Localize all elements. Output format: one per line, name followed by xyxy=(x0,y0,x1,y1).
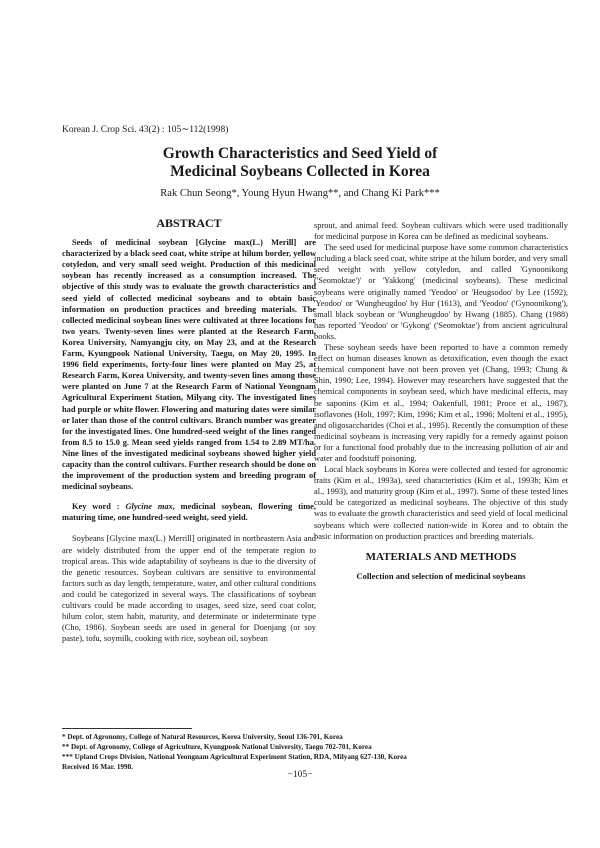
footnote-2: ** Dept. of Agronomy, College of Agriculture, Kyungpook National University, Taegu 702-701, Korea xyxy=(62,743,372,751)
intro-paragraph-1: Soybeans [Glycine max(L.) Merrill] originated in northeastern Asia and are widely distributed from the upper end of the temperate region to tropical areas. This wide adaptability of soybeans is due to the diversity of the genetic resources. Soybean cultivars are sensitive to environmental factors such as day length, temperature, water, and other cultural conditions and could be categorized in several ways. The classifications of soybean cultivars could be made according to usages, seed size, seed coat color, hilum color, stem habit, maturity, and determinate or indeterminate type (Cho, 1986). Soybean seeds are used in general for Doenjang (or soy paste), tofu, soymilk, cooking with rice, soybean oil, soybean xyxy=(62,534,316,644)
journal-citation: Korean J. Crop Sci. 43(2) : 105∼112(1998) xyxy=(62,125,229,135)
introduction-left xyxy=(62,533,316,644)
intro-paragraph-4: Local black soybeans in Korea were collected and tested for agronomic traits (Kim et al., 1993a), seed characteristics (Kim et al., 1993b; Kim et al., 1993), and maturity group (Kim et al., 1997). Some of these tested lines could be categorized as medicinal soybeans. The objective of this study was to evaluate the growth characteristics and seed yield of local medicinal soybeans which were collected nation-wide in Korea and to obtain the basic information on production practices and breeding materials. xyxy=(314,465,568,541)
title-line-2: Medicinal Soybeans Collected in Korea xyxy=(170,163,430,180)
abstract-section xyxy=(62,237,316,523)
subsection-heading: Collection and selection of medicinal soybeans xyxy=(356,570,526,581)
author-list: Rak Chun Seong*, Young Hyun Hwang**, and Chang Ki Park*** xyxy=(160,188,440,199)
left-column xyxy=(62,218,316,644)
abstract-heading: ABSTRACT xyxy=(156,216,222,230)
page-number: −105− xyxy=(287,770,313,780)
keyword-list: , medicinal soybean, flowering time, maturing time, one hundred-seed weight, seed yield. xyxy=(62,502,316,523)
keyword-species: Glycine max xyxy=(125,502,173,512)
keyword-label: Key word : xyxy=(72,502,120,512)
footnote-1: * Dept. of Agronomy, College of Natural Resources, Korea University, Seoul 136-701, Korea xyxy=(62,733,343,741)
title-line-1: Growth Characteristics and Seed Yield of xyxy=(162,145,438,162)
intro-paragraph-2: The seed used for medicinal purpose have some common characteristics including a black seed coat, white stripe at the hilum border, and very small seed weight with yellow cotyledon, and called 'Gynoonikong ('Seomoktae')' or 'Yakkong' (medicinal soybeans). These medicinal soybeans were originally named 'Yeodoo' or 'Heugsodoo' by Lee (1592), 'Yeodoo' or 'Wungheugdoo' by Hur (1613), and 'Yeodoo' ('Gynoonikong'), small black soybean or 'Wungheugdoo' by Hwang (1885). Chang (1988) has reported 'Yeodoo' or 'Gykong' ('Seomoktae') from ancient agricultural books. xyxy=(314,243,568,341)
methods-heading: MATERIALS AND METHODS xyxy=(365,550,517,563)
footnote-3: *** Upland Crops Division, National Yeongnam Agricultural Experiment Station, RDA, Milyang 627-130, Korea xyxy=(62,753,407,761)
right-column xyxy=(314,220,568,582)
intro-paragraph-3: These soybean seeds have been reported to have a common remedy effect on human diseases known as detoxification, even though the exact chemical component have not been proven yet (Chang, 1993; Chung & Shin, 1990; Lee, 1994). However may researchers have suggested that the chemical components in soybean seed, which have medicinal effects, may be saponins (Kim et al., 1994; Oakenfull, 1981; Proce et al., 1987), isoflavones (Holt, 1997; Kim, 1996; Kim et al., 1996; Molteni et al., 1995), and oligosaccharides (Choi et al., 1995). Recently the consumption of these medicinal soybeans is increasing very rapidly for a remedy against poison or for a functional food probably due to the increasing pollution of air and water and foodstuff poisoning. xyxy=(314,343,568,463)
paper-title xyxy=(40,145,560,181)
footnotes xyxy=(62,732,542,772)
received-date: Received 16 Mar. 1998. xyxy=(62,763,133,771)
footnote-rule xyxy=(62,728,192,729)
abstract-text: Seeds of medicinal soybean [Glycine max(L.) Merill] are characterized by a black seed coat, white stripe at hilum border, yellow cotyledon, and very small seed weight. Production of this medicinal soybean has recently increased as a consumption increased. The objective of this study was to evaluate the growth characteristics and seed yield of collected medicinal soybeans and to obtain basic information on production practices and breeding materials. The collected medicinal soybean lines were cultivated at three locations for two years. Twenty-seven lines were planted at the Research Farm, Korea University, Namyangju city, on May 23, and at the Research Farm, Kyungpook National University, Taegu, on May 20, 1995. In 1996 field experiments, forty-four lines were planted on May 25, at Research Farm, Korea University, and twenty-seven lines among those were planted on June 7 at the Research Farm of National Yeongnam Agricultural Experiment Station, Milyang city. The investigated lines had purple or white flower. Flowering and maturing dates were similar or later than those of the control cultivars. Branch number was greater for the investigated lines. One hundred-seed weight of the lines ranged from 8.5 to 15.0 g. Mean seed yields ranged from 1.54 to 2.89 MT/ha. Nine lines of the investigated medicinal soybeans showed higher yield capacity than the control cultivars. Further research should be done on the improvement of the production system and breeding program of medicinal soybeans. xyxy=(62,238,316,492)
intro-paragraph-1-cont: sprout, and animal feed. Soybean cultivars which were used traditionally for medicinal purpose in Korea can be defined as medicinal soybeans. xyxy=(314,221,568,242)
keywords xyxy=(62,501,316,523)
